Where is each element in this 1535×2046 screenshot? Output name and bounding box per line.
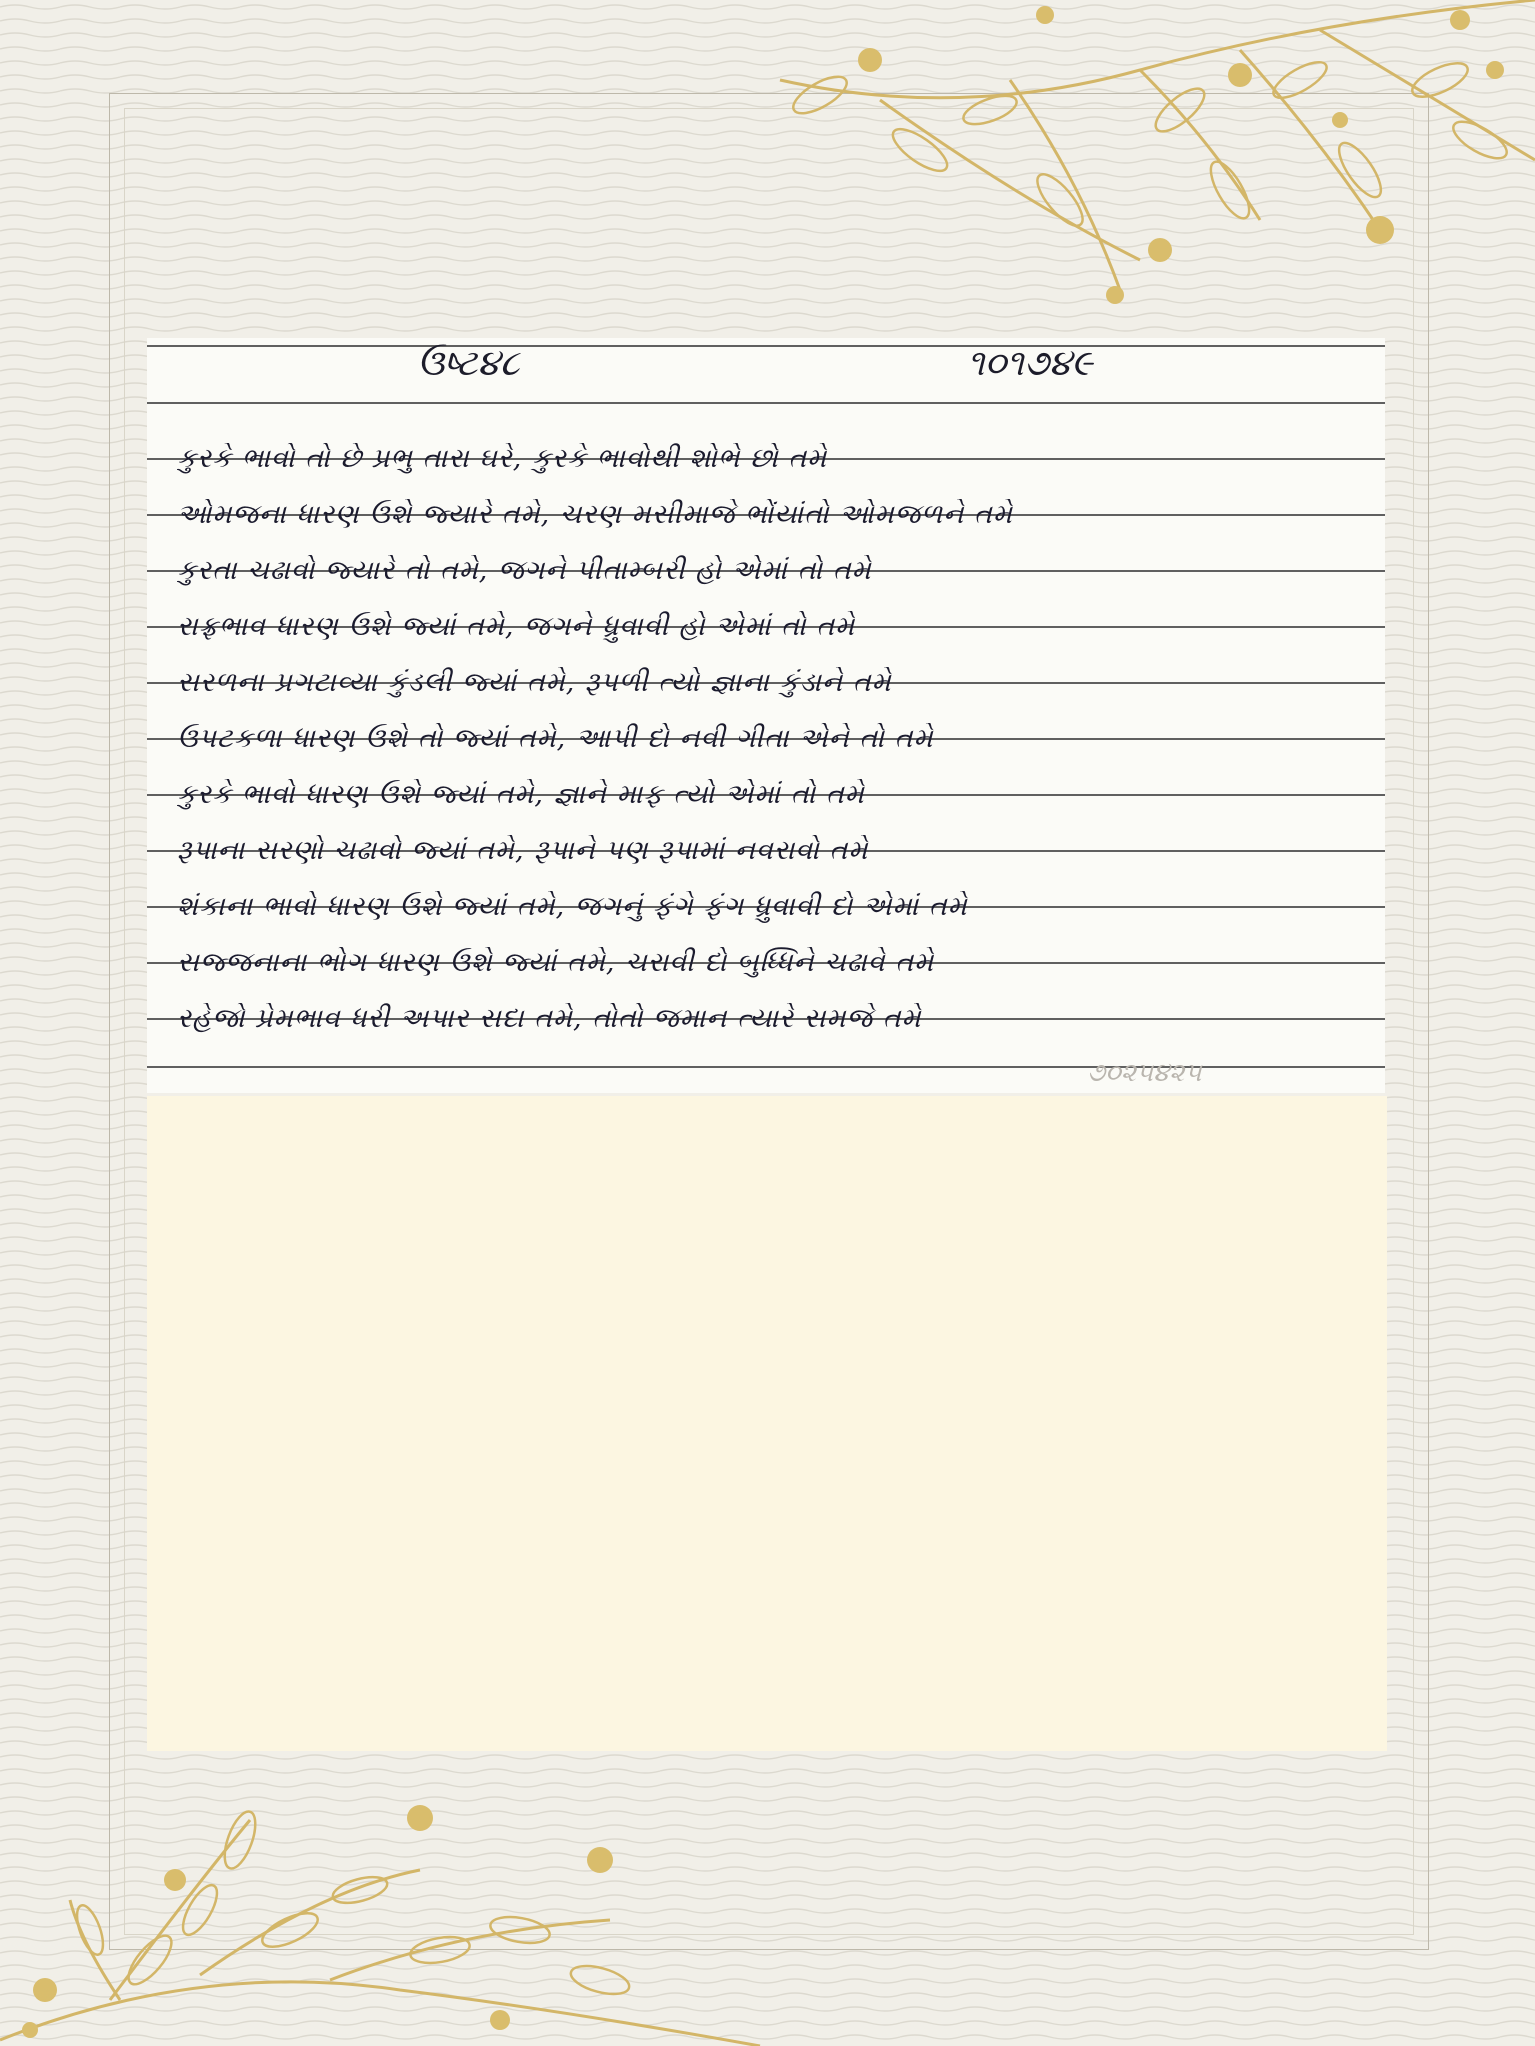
handwritten-line-2: ઓમજના ધારણ ઉશે જ્યારે તમે, ચરણ મસીમાજે ભોંયાંતો ઓમજળને તમે (177, 499, 1013, 530)
handwritten-line-11: રહેજો પ્રેમભાવ ધરી અપાર સદા તમે, તોતો જમાન ત્યારે સમજે તમે (177, 1003, 922, 1034)
handwritten-line-5: સરળના પ્રગટાવ્યા કુંડલી જ્યાં તમે, રૂપળી ત્યો જ્ઞાના કુંડાને તમે (177, 667, 892, 698)
handwritten-line-1: કુરકે ભાવો તો છે પ્રભુ તારા ઘરે, કુરકે ભાવોથી શોભે છો તમે (177, 443, 828, 474)
ruled-line (147, 402, 1385, 404)
handwritten-line-10: સજ્જનાના ભોગ ધારણ ઉશે જ્યાં તમે, ચરાવી દો બુધ્ધિને ચઢાવે તમે (177, 947, 935, 978)
handwritten-line-8: રૂપાના સરણો ચઢાવો જ્યાં તમે, રૂપાને પણ રૂપામાં નવરાવો તમે (177, 835, 869, 866)
ruled-line (147, 345, 1385, 347)
header-left-number: ઉષ્ટ૪૮ (417, 343, 520, 384)
handwritten-line-7: કુરકે ભાવો ધારણ ઉશે જ્યાં તમે, જ્ઞાને માફ ત્યો એમાં તો તમે (177, 779, 865, 810)
blank-cream-note-area (147, 1096, 1387, 1751)
handwritten-line-3: કુરતા ચઢાવો જ્યારે તો તમે, જગને પીતામ્બરી હો એમાં તો તમે (177, 555, 872, 586)
handwritten-note-scan (147, 338, 1385, 1093)
golden-vine-bottom-left-decoration (0, 1780, 800, 2046)
golden-vine-top-right-decoration (760, 0, 1535, 310)
handwritten-line-6: ઉપટકળા ધારણ ઉશે તો જ્યાં તમે, આપી દો નવી ગીતા એને તો તમે (177, 723, 934, 754)
handwritten-line-4: રાફ્રભાવ ધારણ ઉશે જ્યાં તમે, જગને ધ્રુવાવી હો એમાં તો તમે (177, 611, 856, 642)
handwritten-line-9: શંકાના ભાવો ધારણ ઉશે જ્યાં તમે, જગનું ફંગે ફંગ ધ્રુવાવી દો એમાં તમે (177, 891, 968, 922)
faint-stamp-text: ૭૦૨૫૪૨૫ (1087, 1058, 1202, 1088)
header-right-number: ૧૦૧૭૪૯ (967, 343, 1093, 384)
